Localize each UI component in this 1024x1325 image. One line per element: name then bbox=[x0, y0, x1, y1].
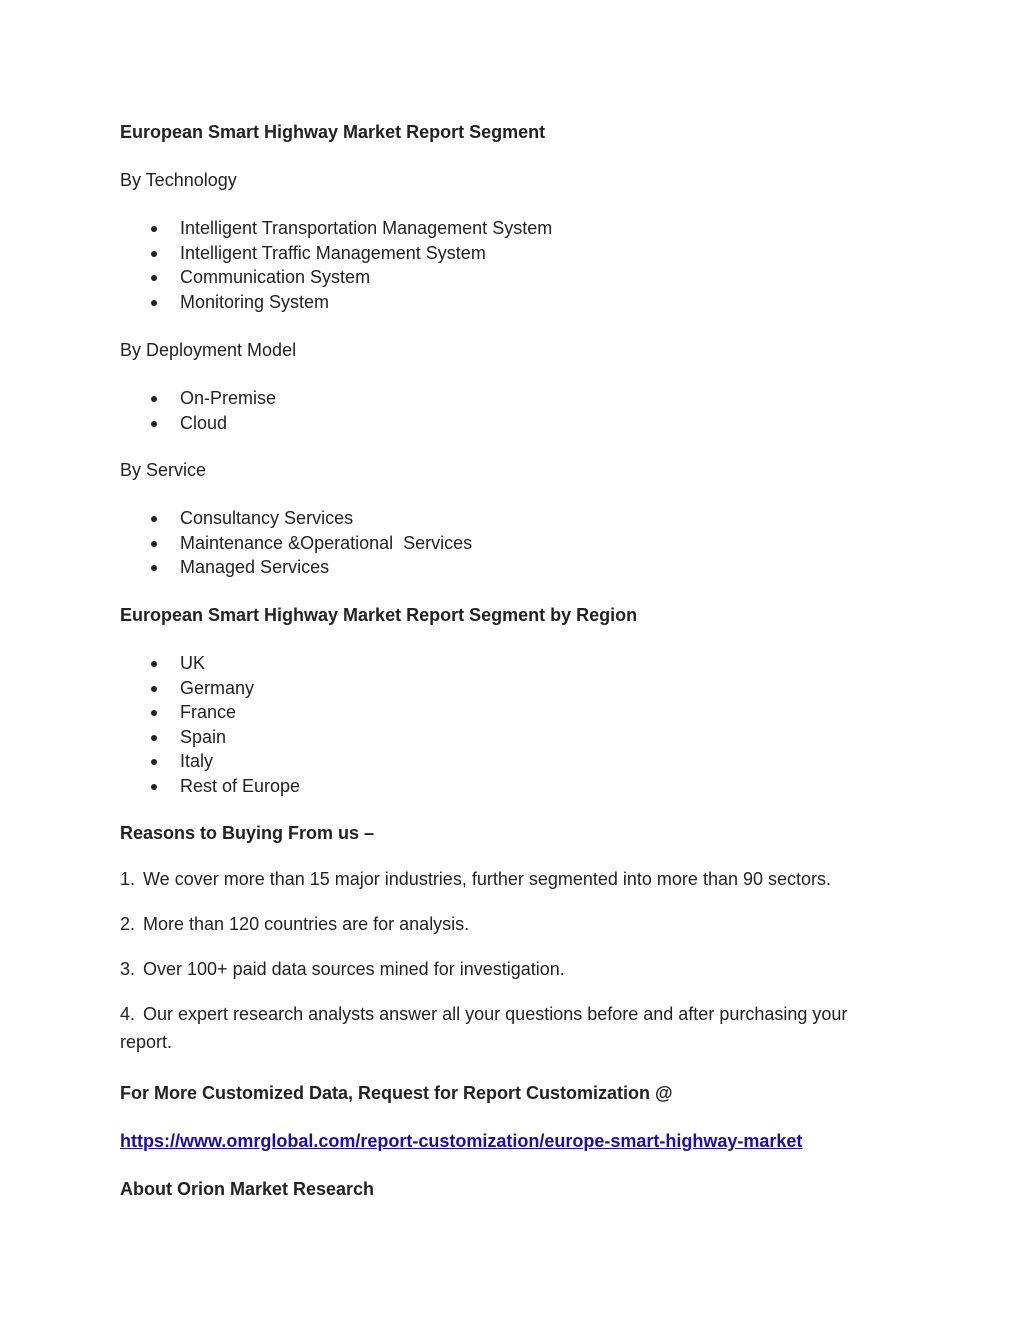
list-item: Intelligent Transportation Management System bbox=[120, 216, 552, 241]
customization-link[interactable]: https://www.omrglobal.com/report-customization/europe-smart-highway-market bbox=[120, 1131, 803, 1151]
reason-text: We cover more than 15 major industries, further segmented into more than 90 sectors. bbox=[143, 869, 832, 889]
list-item: Intelligent Traffic Management System bbox=[120, 241, 552, 266]
deployment-list bbox=[120, 386, 276, 435]
region-list bbox=[120, 651, 300, 798]
list-item: Italy bbox=[120, 749, 300, 774]
reason-number: 1. bbox=[120, 869, 136, 889]
by-service-label: By Service bbox=[120, 460, 207, 480]
reason-item bbox=[120, 865, 880, 893]
segment-heading: European Smart Highway Market Report Segment bbox=[120, 122, 546, 142]
list-item: Cloud bbox=[120, 411, 276, 436]
reason-text: Our expert research analysts answer all your questions before and after purchasing your report. bbox=[120, 1004, 848, 1052]
by-technology-label: By Technology bbox=[120, 170, 237, 190]
list-item: Rest of Europe bbox=[120, 774, 300, 799]
reason-number: 4. bbox=[120, 1004, 136, 1024]
reason-text: Over 100+ paid data sources mined for investigation. bbox=[143, 959, 565, 979]
list-item: Monitoring System bbox=[120, 290, 552, 315]
customization-heading: For More Customized Data, Request for Report Customization @ bbox=[120, 1083, 673, 1103]
reason-item bbox=[120, 1000, 880, 1056]
reason-item bbox=[120, 955, 880, 983]
reason-text: More than 120 countries are for analysis. bbox=[143, 914, 470, 934]
customization-link-line bbox=[120, 1129, 802, 1153]
list-item: Consultancy Services bbox=[120, 506, 472, 531]
reason-number: 3. bbox=[120, 959, 136, 979]
service-list bbox=[120, 506, 472, 580]
list-item: Spain bbox=[120, 725, 300, 750]
reason-number: 2. bbox=[120, 914, 136, 934]
technology-list bbox=[120, 216, 552, 314]
list-item: On-Premise bbox=[120, 386, 276, 411]
list-item: Maintenance &Operational Services bbox=[120, 531, 472, 556]
list-item: Germany bbox=[120, 676, 300, 701]
list-item: France bbox=[120, 700, 300, 725]
about-heading: About Orion Market Research bbox=[120, 1179, 375, 1199]
reasons-heading: Reasons to Buying From us – bbox=[120, 823, 375, 843]
list-item: Communication System bbox=[120, 265, 552, 290]
by-deployment-label: By Deployment Model bbox=[120, 340, 297, 360]
region-heading: European Smart Highway Market Report Segment by Region bbox=[120, 605, 638, 625]
reason-item bbox=[120, 910, 880, 938]
list-item: UK bbox=[120, 651, 300, 676]
list-item: Managed Services bbox=[120, 555, 472, 580]
